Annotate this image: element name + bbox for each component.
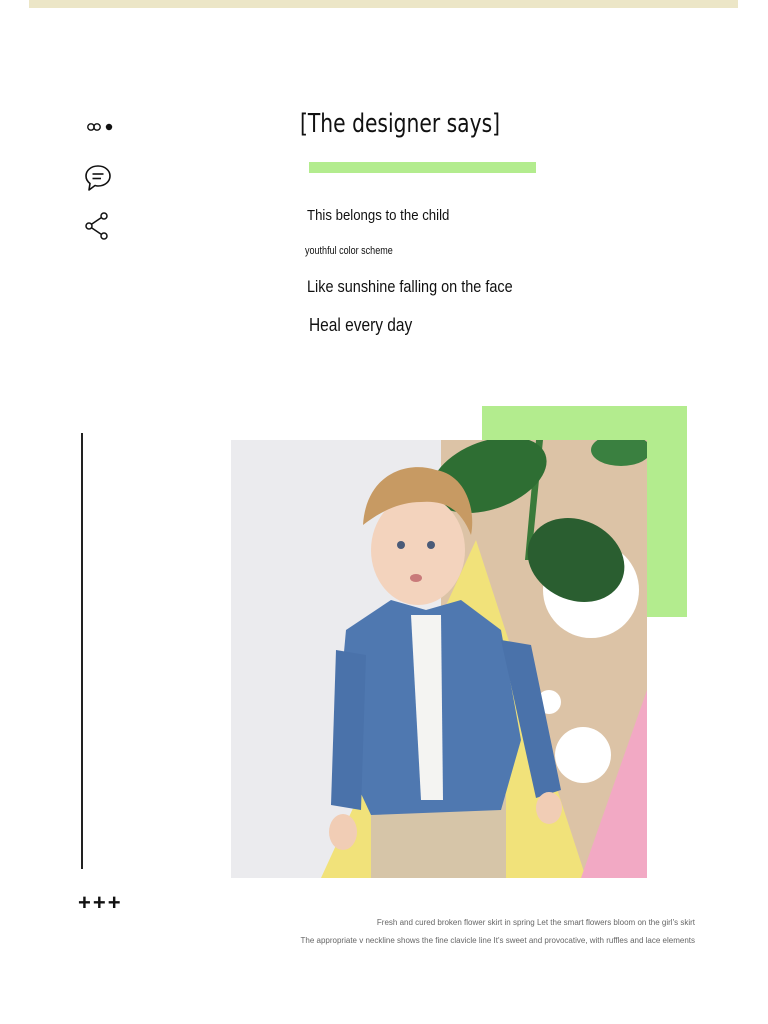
tagline-line-3: Like sunshine falling on the face <box>307 277 513 296</box>
more-dots-icon[interactable] <box>86 118 116 134</box>
plus-marks-decoration: +++ <box>78 890 123 915</box>
title-underline-bar <box>309 162 536 173</box>
tagline-line-1: This belongs to the child <box>307 207 450 224</box>
tagline-line-2: youthful color scheme <box>305 245 393 257</box>
caption-line-2: The appropriate v neckline shows the fine clavicle line It's sweet and provocative, with ruffles and lace elements <box>300 936 695 945</box>
tagline-line-4: Heal every day <box>309 315 413 335</box>
share-icon[interactable] <box>84 212 110 240</box>
top-band <box>29 0 738 8</box>
caption-line-1: Fresh and cured broken flower skirt in spring Let the smart flowers bloom on the girl's skirt <box>376 918 695 927</box>
vertical-divider <box>81 433 83 869</box>
product-photo <box>231 440 647 878</box>
page-title: [The designer says] <box>300 109 501 139</box>
chat-bubble-icon[interactable] <box>83 163 113 193</box>
